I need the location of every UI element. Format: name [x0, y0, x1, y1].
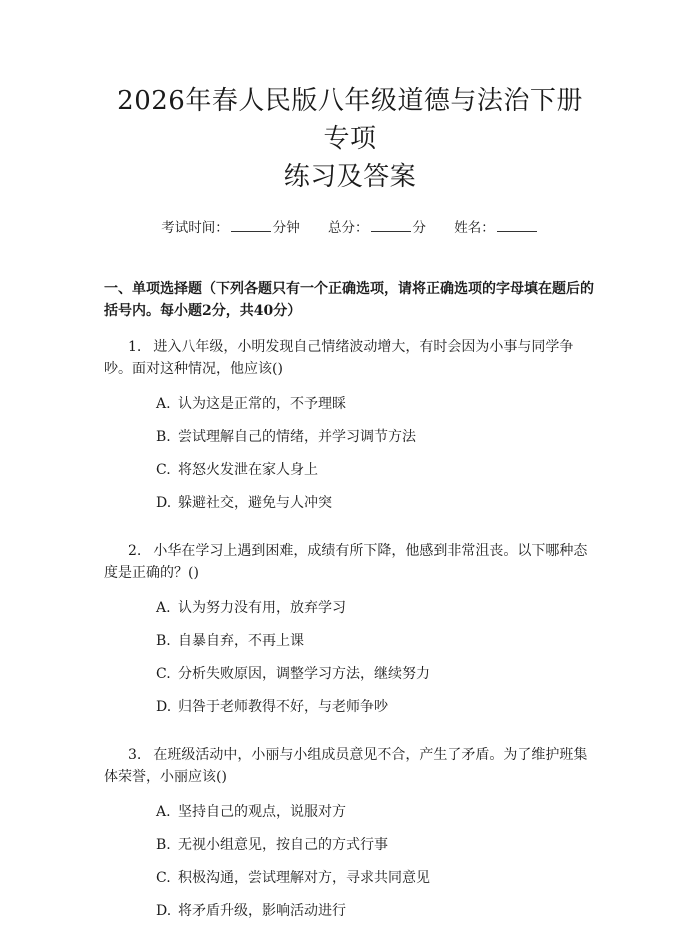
title-line-2: 练习及答案: [283, 162, 417, 192]
option-text: 躲避社交，避免与人冲突: [178, 495, 332, 511]
option-text: 认为努力没有用，放弃学习: [178, 600, 346, 616]
option-letter: B.: [156, 837, 171, 853]
option-text: 无视小组意见，按自己的方式行事: [178, 837, 388, 853]
exam-info: [104, 218, 596, 238]
option-letter: A.: [156, 804, 171, 820]
question-number: 1.: [128, 339, 142, 355]
exam-time-blank: [231, 219, 271, 232]
option-item: [156, 493, 596, 526]
question-text: 小华在学习上遇到困难，成绩有所下降，他感到非常沮丧。以下哪种态度是正确的？(): [104, 543, 588, 581]
option-text: 自暴自弃，不再上课: [178, 633, 304, 649]
name-blank: [497, 219, 537, 232]
exam-time-label: 考试时间：: [161, 220, 229, 236]
question-number: 2.: [128, 543, 142, 559]
option-item: [156, 697, 596, 730]
option-list: [156, 598, 596, 730]
total-score-unit: 分: [412, 220, 426, 236]
option-letter: B.: [156, 429, 171, 445]
question-3: [104, 744, 596, 788]
option-text: 将矛盾升级，影响活动进行: [178, 903, 346, 919]
exam-time-field: [161, 218, 300, 238]
option-letter: D.: [156, 903, 172, 919]
option-text: 将怒火发泄在家人身上: [178, 462, 318, 478]
total-score-label: 总分：: [328, 220, 369, 236]
option-text: 坚持自己的观点，说服对方: [178, 804, 346, 820]
option-letter: D.: [156, 699, 172, 715]
name-field: [454, 218, 539, 238]
name-label: 姓名：: [454, 220, 495, 236]
option-item: [156, 802, 596, 835]
option-item: [156, 598, 596, 631]
option-item: [156, 394, 596, 427]
option-list: [156, 802, 596, 934]
option-item: [156, 901, 596, 934]
question-text: 在班级活动中，小丽与小组成员意见不合，产生了矛盾。为了维护班集体荣誉，小丽应该(): [104, 747, 588, 785]
option-item: [156, 427, 596, 460]
option-letter: C.: [156, 870, 171, 886]
option-letter: A.: [156, 396, 171, 412]
option-letter: D.: [156, 495, 172, 511]
option-list: [156, 394, 596, 526]
option-item: [156, 664, 596, 697]
question-text: 进入八年级，小明发现自己情绪波动增大，有时会因为小事与同学争吵。面对这种情况，他应该(): [104, 339, 574, 377]
option-item: [156, 835, 596, 868]
option-text: 分析失败原因，调整学习方法，继续努力: [178, 666, 430, 682]
total-score-blank: [371, 219, 411, 232]
option-letter: C.: [156, 462, 171, 478]
total-score-field: [328, 218, 426, 238]
option-text: 尝试理解自己的情绪，并学习调节方法: [178, 429, 416, 445]
page-title: [104, 0, 596, 196]
exam-time-unit: 分钟: [272, 220, 300, 236]
section-heading: 一、单项选择题（下列各题只有一个正确选项，请将正确选项的字母填在题后的括号内。每小题2分，共40分）: [104, 281, 594, 319]
option-letter: C.: [156, 666, 171, 682]
option-text: 积极沟通，尝试理解对方，寻求共同意见: [178, 870, 430, 886]
option-item: [156, 631, 596, 664]
option-item: [156, 460, 596, 493]
title-line-1: 2026年春人民版八年级道德与法治下册专项: [117, 86, 583, 154]
option-text: 归咎于老师教得不好，与老师争吵: [178, 699, 388, 715]
option-letter: A.: [156, 600, 171, 616]
question-2: [104, 540, 596, 584]
option-letter: B.: [156, 633, 171, 649]
option-text: 认为这是正常的，不予理睬: [178, 396, 346, 412]
option-item: [156, 868, 596, 901]
question-number: 3.: [128, 747, 142, 763]
question-1: [104, 336, 596, 380]
